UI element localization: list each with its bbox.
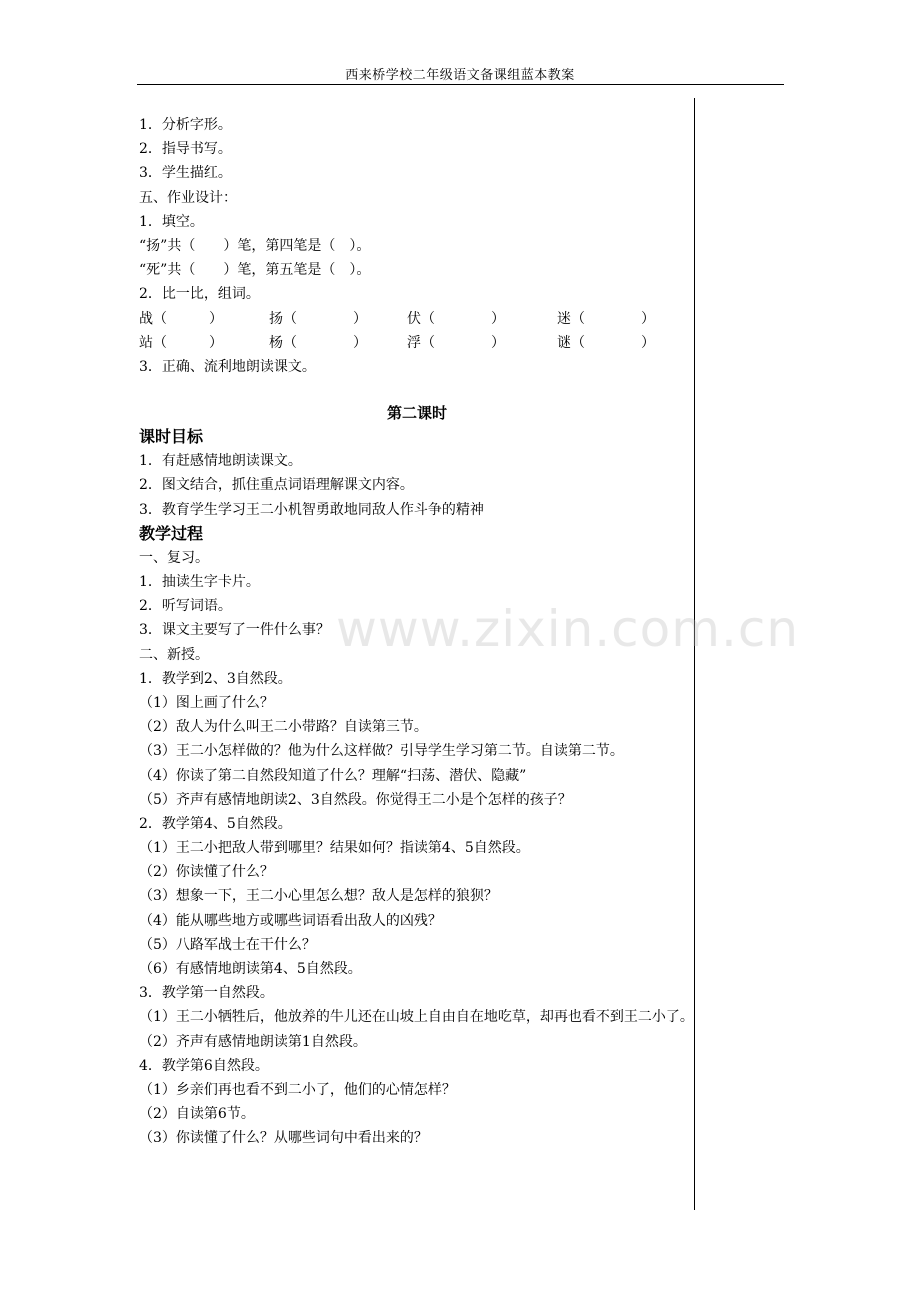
- process-item: （3）想象一下，王二小心里怎么想？敌人是怎样的狼狈？: [139, 888, 498, 905]
- process-item: （4）能从哪些地方或哪些词语看出敌人的凶残？: [139, 912, 442, 929]
- process-item: （1）王二小把敌人带到哪里？结果如何？指读第4、5自然段。: [139, 840, 530, 857]
- process-item: （3）你读懂了什么？从哪些词句中看出来的？: [139, 1130, 428, 1147]
- header-rule: [137, 84, 784, 85]
- text-line: 1．填空。: [139, 213, 204, 230]
- goal-item: 2．图文结合，抓住重点词语理解课文内容。: [139, 477, 414, 494]
- section-label: 五、作业设计：: [139, 189, 237, 206]
- lesson-title: 第二课时: [386, 404, 447, 423]
- fill-blank-line: “扬”共（ ）笔，第四笔是（ ）。: [139, 237, 371, 254]
- process-item: （3）王二小怎样做的？他为什么这样做？引导学生学习第二节。自读第二节。: [139, 743, 624, 760]
- fill-blank-line: “死”共（ ）笔，第五笔是（ ）。: [139, 262, 371, 279]
- compare-cell: 站（ ）: [139, 334, 223, 351]
- text-line: 3．学生描红。: [139, 165, 232, 182]
- compare-row: [139, 307, 699, 331]
- compare-cell: 迷（ ）: [557, 310, 655, 327]
- compare-cell: 浮（ ）: [407, 334, 505, 351]
- process-item: （2）敌人为什么叫王二小带路？自读第三节。: [139, 719, 428, 736]
- process-item: （2）齐声有感情地朗读第1自然段。: [139, 1033, 367, 1050]
- compare-row: [139, 331, 699, 355]
- process-item: （2）自读第6节。: [139, 1106, 255, 1123]
- process-item: （1）图上画了什么？: [139, 694, 274, 711]
- text-line: 1．分析字形。: [139, 117, 232, 133]
- compare-cell: 战（ ）: [139, 310, 223, 327]
- process-heading: 教学过程: [139, 523, 204, 543]
- process-item: （4）你读了第二自然段知道了什么？理解“扫荡、潜伏、隐藏”: [139, 767, 527, 784]
- process-item: （5）齐声有感情地朗读2、3自然段。你觉得王二小是个怎样的孩子？: [139, 791, 572, 808]
- process-item: 3．教学第一自然段。: [139, 985, 274, 1002]
- text-line: 2．指导书写。: [139, 141, 232, 158]
- process-item: 2．教学第4、5自然段。: [139, 815, 292, 832]
- process-item: 1．教学到2、3自然段。: [139, 670, 292, 687]
- text-line: 3．正确、流利地朗读课文。: [139, 358, 316, 375]
- process-item: 1．抽读生字卡片。: [139, 574, 260, 590]
- goal-item: 1．有赶感情地朗读课文。: [139, 453, 302, 470]
- watermark: www.zixin.com.cn: [336, 600, 800, 658]
- process-item: 3．课文主要写了一件什么事？: [139, 622, 330, 639]
- process-item: （5）八路军战士在干什么？: [139, 936, 316, 953]
- process-item: （1）乡亲们再也看不到二小了，他们的心情怎样？: [139, 1081, 456, 1098]
- process-item: 二、新授。: [139, 646, 209, 663]
- process-item: （6）有感情地朗读第4、5自然段。: [139, 961, 362, 977]
- text-line: 2．比一比，组词。: [139, 286, 260, 303]
- process-item: 4．教学第6自然段。: [139, 1057, 269, 1074]
- page-header-title: 西来桥学校二年级语文备课组蓝本教案: [345, 68, 575, 83]
- lesson-content: [139, 113, 699, 1151]
- process-item: （2）你读懂了什么？: [139, 864, 274, 881]
- compare-cell: 扬（ ）: [269, 310, 367, 327]
- compare-cell: 杨（ ）: [269, 334, 367, 351]
- compare-cell: 谜（ ）: [557, 334, 655, 351]
- process-item: 2．听写词语。: [139, 598, 232, 615]
- process-item: 一、复习。: [139, 549, 209, 566]
- goals-heading: 课时目标: [139, 427, 204, 447]
- process-item-wrapped: （1）王二小牺牲后，他放养的牛儿还在山坡上自由自在地吃草，却再也看不到王二小了。: [139, 1009, 694, 1026]
- goal-item: 3．教育学生学习王二小机智勇敢地同敌人作斗争的精神: [139, 501, 484, 518]
- compare-cell: 伏（ ）: [407, 310, 505, 327]
